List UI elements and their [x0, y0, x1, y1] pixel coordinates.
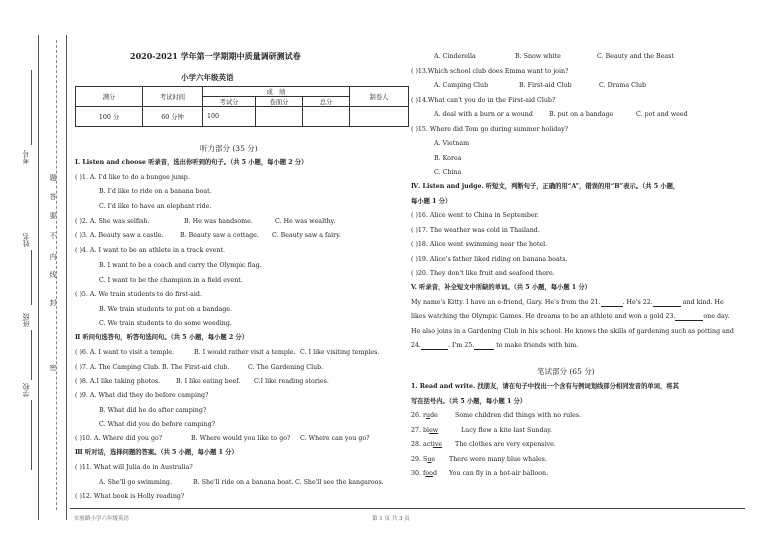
- seal-char-1: 密: [49, 364, 57, 372]
- q26-word: rude: [423, 412, 438, 419]
- q12-option-b[interactable]: B. Snow white: [515, 53, 561, 60]
- school-field-line: [31, 400, 32, 470]
- q11-option-c[interactable]: C. She'll see the kangaroos.: [295, 479, 384, 486]
- score-header-maker: 制卷人: [350, 87, 409, 107]
- q14-option-a[interactable]: A. deal with a burn or a wound: [434, 111, 533, 118]
- q15-question: ( )15. Where did Tom go during summer holiday?: [411, 126, 569, 133]
- margin-label-exam-no: 考号: [22, 150, 30, 164]
- seal-char-5: 不: [49, 232, 57, 240]
- score-maker-value[interactable]: [350, 107, 409, 127]
- seal-char-7: 答: [49, 193, 57, 201]
- q7-option-a[interactable]: ( )7. A. The Camping Club.: [75, 364, 161, 371]
- q6-option-a[interactable]: ( )6. A. I want to visit a temple.: [75, 349, 175, 356]
- q26-row[interactable]: [411, 412, 582, 420]
- section-4-title: Ⅳ. Listen and judge. 听短文，判断句子，正确的用“A”，错误的用“B”表示。（共 5 小题，: [411, 183, 680, 190]
- q13-question: ( )13.Which school club does Emma want to join?: [411, 68, 569, 75]
- passage-line-1: [411, 299, 724, 307]
- q11-option-a[interactable]: A. She'll go swimming.: [99, 479, 172, 486]
- q15-option-b[interactable]: B. Korea: [434, 155, 462, 162]
- blank-24[interactable]: [421, 342, 448, 350]
- q4-option-a[interactable]: ( )4. A. I want to be an athlete in a track event.: [75, 247, 225, 254]
- q15-option-c[interactable]: C. China: [434, 169, 462, 176]
- footer-school: 实验路小学六年级英语: [74, 516, 130, 522]
- q6-option-c[interactable]: C. I like visiting temples.: [300, 349, 380, 356]
- q2-option-b[interactable]: B. He was handsome.: [184, 218, 253, 225]
- q12-option-c[interactable]: C. Beauty and the Beast: [597, 53, 674, 60]
- written-title: 笔试部分 (65 分): [537, 367, 595, 376]
- listening-title: 听力部分 (35 分): [200, 144, 258, 153]
- q1-option-a[interactable]: ( )1. A. I'd like to do a bungee jump.: [75, 174, 190, 181]
- q7-option-b[interactable]: B. The First-aid club.: [162, 364, 230, 371]
- q14-question: ( )14.What can't you do in the First-aid Club?: [411, 97, 556, 104]
- score-header-time: 考试时间: [143, 87, 203, 107]
- q2-option-c[interactable]: C. He was wealthy.: [275, 218, 336, 225]
- passage-line-4: [411, 342, 578, 350]
- q3-option-c[interactable]: C. Beauty saw a fairy.: [272, 232, 341, 239]
- passage-line-2: [411, 313, 729, 321]
- margin-label-name: 姓名: [22, 233, 30, 247]
- q18-statement[interactable]: ( )18. Alice went swimming near the hotel.: [411, 241, 548, 248]
- passage-2a: likes watching the Olympic Games. He dreams to be an athlete and won a gold 23.: [411, 313, 676, 320]
- score-header-exam: 考试分: [203, 97, 256, 107]
- score-header-sum: 总分: [303, 97, 350, 107]
- q5-option-b[interactable]: B. We train students to put on a bandage.: [99, 306, 233, 313]
- q11-question: ( )11. What will Julia do in Australia?: [75, 464, 193, 471]
- q12-question: ( )12. What book is Holly reading?: [75, 493, 185, 500]
- q28-number: 28.: [411, 441, 422, 448]
- seal-char-2: 封: [49, 299, 57, 307]
- passage-1b: . He's 22.: [622, 299, 653, 306]
- score-header-paper: 卷面分: [256, 97, 303, 107]
- written-section-1-title-cont: 写在括号内。（共 5 小题，每小题 1 分）: [411, 398, 527, 405]
- q17-statement[interactable]: ( )17. The weather was cold in Thailand.: [411, 227, 540, 234]
- q1-option-b[interactable]: B. I'd like to ride on a banana boat.: [99, 188, 212, 195]
- binding-line-inner: [66, 35, 67, 520]
- q8-option-b[interactable]: B. I like eating beef.: [176, 378, 241, 385]
- q6-option-b[interactable]: B. I would rather visit a temple.: [194, 349, 296, 356]
- q27-number: 27.: [411, 427, 422, 434]
- q1-option-c[interactable]: C. I'd like to have an elephant ride.: [99, 203, 212, 210]
- score-table: [75, 86, 409, 127]
- footer-rule: [70, 508, 745, 509]
- q20-statement[interactable]: ( )20. They don't like fruit and seafood there.: [411, 270, 555, 277]
- section-4-title-cont: 每小题 1 分）: [411, 198, 452, 205]
- section-2-title: Ⅱ 听问句选答句，听答句选问句。（共 5 小题，每小题 2 分）: [75, 334, 249, 341]
- seal-char-4: 内: [49, 253, 57, 261]
- blank-23[interactable]: [675, 313, 703, 321]
- exam-title: 2020-2021 学年第一学期期中质量调研测试卷: [130, 51, 301, 61]
- q16-statement[interactable]: ( )16. Alice went to China in September.: [411, 212, 539, 219]
- q29-word: Sue: [423, 456, 436, 463]
- q13-option-b[interactable]: B. First-aid Club: [519, 82, 572, 89]
- q19-statement[interactable]: ( )19. Alice's father liked riding on banana boats.: [411, 256, 568, 263]
- q12-option-a[interactable]: A. Cinderella: [434, 53, 476, 60]
- q26-number: 26.: [411, 412, 422, 419]
- q30-number: 30.: [411, 470, 422, 477]
- q26-sentence: Some children did things with no rules.: [455, 412, 582, 419]
- q8-option-a[interactable]: ( )8. A.I like taking photos.: [75, 378, 161, 385]
- q29-number: 29.: [411, 456, 422, 463]
- q13-option-c[interactable]: C. Drama Club: [599, 82, 647, 89]
- score-header-grade: 成 绩: [203, 87, 350, 97]
- score-exam-value: 100: [203, 107, 256, 127]
- score-total-value: 100 分: [76, 107, 143, 127]
- score-time-value: 60 分钟: [143, 107, 203, 127]
- q4-option-c[interactable]: C. I want to be the champion in a field event.: [99, 277, 243, 284]
- q14-option-c[interactable]: C. pot and weed: [636, 111, 688, 118]
- q3-option-a[interactable]: ( )3. A. Beauty saw a castle.: [75, 232, 164, 239]
- q14-option-b[interactable]: B. put on a bandage: [549, 111, 614, 118]
- passage-line-3: He also joins in a Gardening Club in his school. He knows the skills of gardening such as potting and: [411, 328, 734, 335]
- q4-option-b[interactable]: B. I want to be a coach and carry the Olympic flag.: [99, 262, 262, 269]
- passage-1a: My name's Kitty. I have an e-friend, Gary. He's from the 21.: [411, 299, 601, 306]
- q8-option-c[interactable]: C.I like reading stories.: [254, 378, 329, 385]
- blank-22[interactable]: [653, 299, 681, 307]
- q10-option-b[interactable]: B. Where would you like to go?: [191, 435, 291, 442]
- q10-option-a[interactable]: ( )10. A. Where did you go?: [75, 435, 163, 442]
- q30-sentence: You can fly in a hot-air balloon.: [449, 470, 549, 477]
- blank-21[interactable]: [601, 299, 623, 307]
- q5-option-a[interactable]: ( )5. A. We train students to do first-aid.: [75, 291, 202, 298]
- passage-2b: one day.: [703, 313, 730, 320]
- margin-label-school: 学校: [22, 383, 30, 397]
- footer-page-number: 第 1 页 共 3 页: [372, 516, 410, 522]
- passage-4b: . I'm 25.: [448, 342, 475, 349]
- q7-option-c[interactable]: C. The Gardening Club.: [248, 364, 324, 371]
- q3-option-b[interactable]: B. Beauty saw a cottage.: [180, 232, 259, 239]
- name-field-line: [31, 250, 32, 305]
- exam-no-field-line: [31, 70, 32, 145]
- q9-option-c[interactable]: C. What did you do before camping?: [99, 421, 216, 428]
- written-section-1-title: 1. Read and write. 找朋友，请在句子中找出一个含有与例词划线部分相同发音的单词，将其: [411, 383, 679, 390]
- q2-option-a[interactable]: ( )2. A. She was selfish.: [75, 218, 150, 225]
- q29-sentence: There were many blue whales.: [449, 456, 547, 463]
- q28-row[interactable]: [411, 441, 556, 449]
- q15-option-a[interactable]: A. Vietnam: [434, 140, 470, 147]
- q29-row[interactable]: [411, 456, 547, 464]
- section-3-title: Ⅲ 听对话，选择问题的答案。（共 5 小题，每小题 1 分）: [75, 449, 238, 456]
- q13-option-a[interactable]: A. Camping Club: [434, 82, 489, 89]
- q27-row[interactable]: [411, 427, 552, 435]
- q28-sentence: The clothes are very expensive.: [455, 441, 556, 448]
- passage-4a: 24.: [411, 342, 422, 349]
- score-paper-value[interactable]: [256, 107, 303, 127]
- score-sum-value[interactable]: [303, 107, 350, 127]
- score-header-total: 满分: [76, 87, 143, 107]
- margin-label-class: 班级: [22, 313, 30, 327]
- binding-line-outer: [38, 35, 39, 520]
- section-5-title: V. 听录音，补全短文中所缺的单词。（共 5 小题，每小题 1 分）: [411, 284, 591, 291]
- class-field-line: [31, 330, 32, 380]
- q9-option-a[interactable]: ( )9. A. What did they do before camping?: [75, 392, 209, 399]
- q9-option-b[interactable]: B. What did he do after camping?: [99, 407, 207, 414]
- q5-option-c[interactable]: C. We train students to do some weeding.: [99, 320, 232, 327]
- q10-option-c[interactable]: C. Where can you go?: [300, 435, 370, 442]
- exam-subtitle: 小学六年级英语: [181, 73, 234, 82]
- seal-char-8: 题: [49, 174, 57, 182]
- q30-row[interactable]: [411, 470, 549, 478]
- passage-4c: to make friends with him.: [496, 342, 579, 349]
- q11-option-b[interactable]: B. She'll ride on a banana boat.: [193, 479, 294, 486]
- seal-char-6: 要: [49, 212, 57, 220]
- blank-25[interactable]: [474, 342, 494, 350]
- q30-word: food: [423, 470, 437, 477]
- q27-sentence: Lucy flew a kite last Sunday.: [461, 427, 552, 434]
- seal-char-3: 线: [49, 271, 57, 279]
- section-1-title: I. Listen and choose 听录音，选出你听到的句子。（共 5 小题，每小题 2 分）: [75, 159, 308, 166]
- q27-word: blew: [423, 427, 439, 434]
- q28-word: active: [423, 441, 443, 448]
- passage-1c: and kind. He: [682, 299, 724, 306]
